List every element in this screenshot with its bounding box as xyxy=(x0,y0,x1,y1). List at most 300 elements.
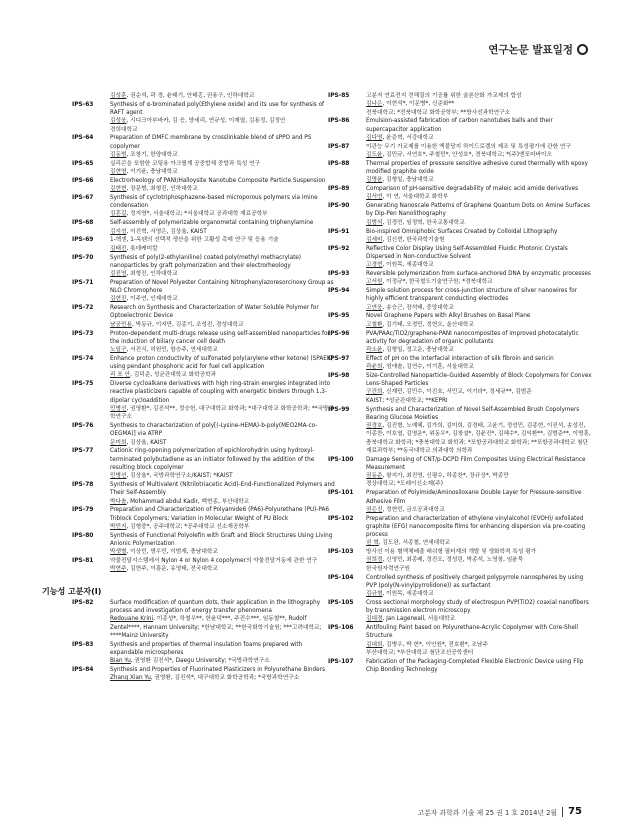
entry-title: 이관능 무기 가교제를 이용한 액불당지 하이드로겔의 제조 및 특성평가에 관한 연구 xyxy=(366,143,571,150)
entry-code: IPS-101 xyxy=(328,490,354,497)
entry-authors xyxy=(366,193,592,201)
header-title: 연구논문 발표일정 xyxy=(488,44,573,56)
entry-body xyxy=(110,481,336,506)
entry-coauthors: , 조창기, 한양대학교 xyxy=(126,151,178,158)
entry-title: Preparation and characterization of ethylene vinylalcohol (EVOH)/ exfoliated graphite (EFG) nanocomposite films for enhancing dispersion via pre-coating process xyxy=(366,515,586,539)
entry-authors xyxy=(110,346,336,354)
entry-title: 1-헥센, 1-옥텐의 선택적 생산을 위한 고활성 촉매 연구 및 응용 기술 xyxy=(110,237,279,244)
entry-lead-author: 김대경 xyxy=(366,616,383,623)
right-column xyxy=(328,92,592,675)
program-entry xyxy=(328,599,592,624)
entry-coauthors: , Mohammad abdul Kadir, 백현종, 부산대학교 xyxy=(126,498,250,505)
program-entry xyxy=(72,666,336,683)
entry-coauthors: , 윤준혁, 서강대학교 xyxy=(382,134,434,141)
ring-bullet-icon xyxy=(577,44,588,55)
entry-title: Synthesis of Functional Polyolefin with Graft and Block Structures Using Living Anionic Polymerization xyxy=(110,532,333,547)
entry-authors xyxy=(366,219,592,227)
entry-coauthors: , 권영환*, 김진석**, 정승헌, 대구대학교 화학과; *대구대학교 화학공학과; **국방과학연구소 xyxy=(110,405,334,421)
entry-title: Self-assembly of polymerizable organometal containing triphenylamine xyxy=(110,220,314,227)
program-entry xyxy=(72,177,336,194)
entry-affiliation: 전북대학교; *전북대학교 화학공학부; **방사선과학연구소 xyxy=(366,109,511,116)
entry-lead-author: 권동준 xyxy=(366,473,383,480)
entry-lead-author: Bian Yu xyxy=(110,658,131,665)
entry-lead-author: 고연웅 xyxy=(366,304,383,311)
left-column xyxy=(42,92,336,683)
entry-title: PVA/PAAc/TiO2/graphene-PANI nanocomposites of improved photocatalytic activity for degradation of organic pollutants xyxy=(366,330,579,345)
entry-title: Preparation and Characterization of Polyamide6 (PA6)-Polyurethane (PU)-PA6 Triblock Copolymers; Variation in Molecular Weight of PU Block xyxy=(110,507,330,522)
entry-coauthors: , 이주연, 인제대학교 xyxy=(126,296,178,303)
program-entry xyxy=(72,506,336,531)
entry-title: 실리콘을 포함한 코팅용 아크릴계 공중합체 중합과 특성 연구 xyxy=(110,160,261,167)
entry-title: Fabrication of the Packaging-Completed Flexible Electronic Device using Flip Chip Bonding Technology xyxy=(366,658,584,674)
entry-coauthors: , 김상율, KAIST xyxy=(126,439,167,446)
program-entry xyxy=(328,117,592,142)
entry-coauthors: , 정현민, 금오공과대학교 xyxy=(382,506,445,513)
entry-body xyxy=(366,355,592,372)
entry-authors xyxy=(366,176,592,184)
entry-authors xyxy=(366,422,592,455)
entry-lead-author: 김나은 xyxy=(366,101,383,108)
entry-lead-author: 박다솔 xyxy=(110,498,127,505)
entry-authors xyxy=(366,615,592,623)
footer-journal: 고분자 과학과 기술 제 25 권 1 호 2014년 2월 xyxy=(417,808,558,817)
program-entry xyxy=(328,330,592,355)
entry-coauthors: , 장문범, 최형진, 인하대학교 xyxy=(126,186,198,193)
entry-lead-author: 문미희 xyxy=(110,439,127,446)
entry-code: IPS-65 xyxy=(72,160,94,167)
entry-authors xyxy=(110,321,336,329)
entry-code xyxy=(72,92,110,100)
entry-title: Size-Controlled Nanoparticle-Guided Assembly of Block Copolymers for Convex Lens-Shaped Particles xyxy=(366,372,592,388)
entry-code: IPS-93 xyxy=(328,271,350,277)
entry-lead-author: 김현현 xyxy=(110,186,127,193)
entry-title: Bio-inspired Omniphobic Surfaces Created by Colloidal Lithography xyxy=(366,228,558,235)
entry-body xyxy=(110,557,336,574)
entry-authors xyxy=(366,539,592,547)
entry-coauthors: , 권순석, 곽 경, 윤태기, 안태홍, 권용구, 인하대학교 xyxy=(126,93,255,99)
entry-lead-author: 박민지 xyxy=(110,523,127,530)
page-header xyxy=(488,42,588,57)
entry-title: Research on Synthesis and Characterization of Water Soluble Polymer for Optoelectronic Device xyxy=(110,305,319,320)
entry-title: Reflective Color Display Using Self-Assembled Fluidic Photonic Crystals Dispersed in Non-conductive Solvent xyxy=(366,245,568,260)
entry-authors xyxy=(110,210,336,218)
entry-title: Enhance proton conductivity of sulfonated poly(arylene ether ketone) (SPAEK) using pendant phosphoric acid for fuel cell application xyxy=(110,355,333,371)
entry-code: IPS-94 xyxy=(328,288,350,295)
entry-coauthors: , 김덕준, 성균관대학교 화학공학과 xyxy=(130,372,217,379)
program-entry xyxy=(72,447,336,480)
entry-body xyxy=(110,422,336,447)
entry-body xyxy=(366,202,592,227)
entry-coauthors: , 김형일, 정고운, 충남대학교 xyxy=(382,347,454,354)
entry-title: Preparation of Novel Polyester Containing Nitrophenylazoresorcinoxy Group as NLO Chromophore xyxy=(110,279,334,295)
entry-lead-author: 김성웅 xyxy=(110,118,127,125)
entry-code: IPS-100 xyxy=(328,456,354,463)
entry-lead-author: 리 포 안 xyxy=(110,372,131,379)
entry-code: IPS-75 xyxy=(72,381,94,388)
program-entry xyxy=(328,160,592,185)
entry-code: IPS-69 xyxy=(72,237,94,244)
entry-body xyxy=(366,312,592,329)
entry-title: Generating Nanoscale Patterns of Graphene Quantum Dots on Amine Surfaces by Dip-Pen Nanolithography xyxy=(366,203,590,218)
entry-code: IPS-68 xyxy=(72,220,94,227)
entry-code: IPS-92 xyxy=(328,245,350,252)
entry-body xyxy=(110,380,336,421)
entry-lead-author: 구건희 xyxy=(366,389,383,396)
entry-lead-author: 박현주 xyxy=(110,566,127,573)
entry-coauthors: , 김기태, 오경민, 정현오, 울산대학교 xyxy=(382,321,474,328)
entry-coauthors: , 권영환, 김진석*, 대구대학교 화학공학과; *국방과학연구소 xyxy=(150,675,300,682)
program-entry xyxy=(328,624,592,657)
entry-affiliation: 한국원자력연구원 xyxy=(366,565,410,572)
entry-code: IPS-83 xyxy=(72,641,94,648)
entry-code: IPS-64 xyxy=(72,135,94,142)
entry-body xyxy=(366,92,592,117)
entry-coauthors: , 김신현, 한국과학기술원 xyxy=(382,236,445,243)
entry-coauthors: , 김상율*, 국방과학연구소/KAIST; *KAIST xyxy=(126,473,233,480)
entry-affiliation: 경상대학교; *도레이신소재(주) xyxy=(366,481,443,488)
program-entry xyxy=(72,481,336,506)
entry-body xyxy=(366,574,592,599)
program-entry xyxy=(72,422,336,447)
entry-coauthors: , 신영민, 최종배, 정진오, 정성린, 박종석, 노영창, 임윤묵 xyxy=(382,557,524,564)
program-entry xyxy=(72,236,336,253)
entry-coauthors: , 김민규, 서연호*, 주철민*, 안성호*, 경북대학교; *(주)엔포어바이오 xyxy=(382,151,552,158)
entry-code: IPS-81 xyxy=(72,558,94,565)
entry-authors xyxy=(110,151,336,159)
entry-title: Damage Sensing of CNT/p-DCPD Film Composites Using Electrical Resistance Measurement xyxy=(366,456,586,471)
entry-body xyxy=(366,372,592,405)
entry-lead-author: 김태진 xyxy=(110,245,127,252)
entry-title: Surface modification of quantum dots, their application in the lithography process and investigation of energy transfer phenomena xyxy=(110,599,321,615)
entry-title: Preparation of DMFC membrane by crosslinkable blend of sPPO and PS copolymer xyxy=(110,135,312,150)
entry-lead-author: 남궁민용 xyxy=(110,321,132,328)
entry-affiliation: KAIST; *성균관대학교; **KEPRI xyxy=(366,397,448,404)
entry-affiliation: 부산대학교; *부산대학교 첨단조선공학센터 xyxy=(366,649,474,656)
program-entry xyxy=(72,532,336,557)
entry-authors xyxy=(366,346,592,354)
entry-authors xyxy=(110,472,336,480)
entry-code: IPS-67 xyxy=(72,194,94,201)
entry-authors xyxy=(366,278,592,286)
entry-authors xyxy=(110,615,336,640)
entry-authors xyxy=(110,295,336,303)
entry-body xyxy=(110,236,336,253)
entry-code: IPS-74 xyxy=(72,355,94,362)
entry-code: IPS-86 xyxy=(328,118,350,125)
entry-lead-author: 박샛별 xyxy=(110,549,127,556)
entry-body xyxy=(366,287,592,312)
entry-coauthors: , 이기윤, 충남대학교 xyxy=(126,169,178,176)
entry-code: IPS-73 xyxy=(72,330,94,337)
entry-authors xyxy=(110,498,336,506)
entry-coauthors: , 이종성*, 하철우**, 한윤덕***, 주진수***, 임동철**, Rudolf Zentel****, Hannam University; *한남대학교; **한국화학기술원; ***고려대학교; ****Mainz University xyxy=(110,616,322,639)
entry-body xyxy=(110,101,336,134)
program-entry xyxy=(328,372,592,405)
entry-authors xyxy=(110,168,336,176)
entry-affiliation: 경희대학교 xyxy=(110,126,138,133)
entry-lead-author: 권 혁 xyxy=(366,540,379,547)
entry-authors xyxy=(110,270,336,278)
entry-coauthors: , 이원목, 세종대학교 xyxy=(382,262,434,269)
entry-code: IPS-102 xyxy=(328,515,354,522)
program-entry xyxy=(328,185,592,202)
entry-body xyxy=(366,228,592,245)
entry-coauthors: , Jan Lagerwall, 서울대학교 xyxy=(382,616,456,623)
entry-title: Emulsion-assisted fabrication of carbon nanotubes balls and their supercapacitor application xyxy=(366,118,553,133)
program-entry xyxy=(72,254,336,279)
entry-body xyxy=(366,160,592,185)
entry-lead-author: 김혼길 xyxy=(110,211,127,218)
entry-coauthors: , 김진형, 노예혜, 김가희, 김미희, 김경태, 고윤기, 정성민, 김종현, 이진석, 송성진, 이종찬, 이호열, 김영운*, 위동우*, 김창설*, 김윤진*, 김혜수*, 김익환**, 김범준**, 이명훈, 충북대학교 화학과; *충북대학교 화학과; *포항공과대학교 화학과; **포항공과대학교 첨단재료과학부; **동국대학교 의과대학 의학과 xyxy=(366,423,591,454)
program-entry xyxy=(72,599,336,640)
entry-lead-author: 김명윤 xyxy=(366,177,383,184)
entry-coauthors: , 김도완, 서종철, 연세대학교 xyxy=(378,540,451,547)
entry-code: IPS-103 xyxy=(328,549,354,556)
entry-lead-author: 민병선 xyxy=(110,405,127,412)
entry-authors xyxy=(366,321,592,329)
entry-coauthors: , 서진식, 허원민, 함승주, 연세대학교 xyxy=(126,347,218,354)
program-entry xyxy=(328,92,592,117)
entry-coauthors: , 정지영*, 서울대학교; *서울대학교 공과대학 재료공학부 xyxy=(126,211,268,218)
entry-title: Antifouling Paint based on Polyurethane-Acrylic Copolymer with Core-Shell Structure xyxy=(366,625,578,640)
entry-coauthors: , 신재민, 김민수, 이진호, 서민교, 이기라*, 정세규**, 김범준 xyxy=(382,389,532,396)
entry-coauthors: , 김병우, 박 현*, 이인원*, 전호환*, 조남주 xyxy=(382,641,488,648)
entry-code: IPS-87 xyxy=(328,143,350,150)
entry-lead-author: 김대희 xyxy=(366,641,383,648)
entry-title: Effect of pH on the interfacial interaction of silk fibroin and sericin xyxy=(366,355,554,362)
entry-title: Synthesis and Properties of Fluorinated Plasticizers in Polyurethane Binders xyxy=(110,666,325,673)
entry-coauthors: , 이정규*, 한국철도기술연구원; *경북대학교 xyxy=(382,279,493,286)
entry-authors xyxy=(366,363,592,371)
entry-title: Diverse cycloalkane derivatives with high ring-strain energies integrated into reactive plasticizers capable of coupling with energetic binders through 1,3-dipolar cycloaddition xyxy=(110,381,331,404)
entry-body xyxy=(366,624,592,657)
entry-title: 약물전달시스템에서 Nylon 4 or Nylon 4 copolymer의 약물전달거동에 관한 연구 xyxy=(110,558,318,565)
entry-title: Electrorheology of PANI/Halloysite Nanotube Composite Particle Suspension xyxy=(110,177,326,184)
entry-lead-author: 김현영 xyxy=(110,169,127,176)
entry-lead-author: 김서연 xyxy=(366,194,383,201)
entry-code: IPS-66 xyxy=(72,177,94,184)
entry-code: IPS-97 xyxy=(328,355,350,362)
entry-body xyxy=(110,279,336,304)
entry-code: IPS-77 xyxy=(72,448,94,455)
entry-body xyxy=(366,185,592,202)
entry-lead-author: 권경호 xyxy=(366,423,383,430)
entry-body xyxy=(110,92,336,100)
entry-title: Comparison of pH-sensitive degradability of maleic acid amide derivatives xyxy=(366,186,579,193)
entry-coauthors: , 이상민, 명우민, 이범재, 충남대학교 xyxy=(126,549,218,556)
entry-title: Controlled synthesis of positively charged polypyrrole nanospheres by using PVP (poly(N-vinylpyrrolidone)) as surfactant xyxy=(366,574,584,589)
entry-body xyxy=(366,143,592,160)
entry-lead-author: Redouane Krini xyxy=(110,616,154,623)
entry-coauthors: , 이진혁, 서영은, 김상율, KAIST xyxy=(126,228,207,235)
program-entry xyxy=(328,456,592,489)
entry-title: Synthesis of α-brominated poly(Ethylene oxide) and its use for synthesis of RAFT agent xyxy=(110,101,325,117)
entry-code: IPS-88 xyxy=(328,160,350,167)
entry-coauthors: , 박동규, 이지만, 김종기, 조성진, 경성대학교 xyxy=(131,321,244,328)
entry-authors xyxy=(110,185,336,193)
entry-code: IPS-63 xyxy=(72,101,94,108)
entry-code: IPS-82 xyxy=(72,599,94,606)
entry-lead-author: 김성훈 xyxy=(110,93,127,99)
entry-authors xyxy=(366,151,592,159)
entry-coauthors: , 송승근, 장석태, 중앙대학교 xyxy=(382,304,454,311)
entry-authors xyxy=(110,405,336,422)
entry-code: IPS-106 xyxy=(328,625,354,632)
program-entry xyxy=(328,270,592,287)
entry-lead-author: 고경현 xyxy=(366,262,383,269)
entry-code: IPS-89 xyxy=(328,186,350,193)
entry-title: Thermal properties of pressure sensitive adhesive cured thermally with epoxy modified graphite oxide xyxy=(366,160,589,176)
left-section-entries xyxy=(72,599,336,683)
program-entry xyxy=(328,143,592,160)
entry-title: Simple solution process for cross-junction structure of silver nanowires for highly efficient transparent conducting electrodes xyxy=(366,288,578,303)
program-entry xyxy=(328,355,592,372)
entry-body xyxy=(110,177,336,194)
entry-code: IPS-70 xyxy=(72,254,94,261)
entry-body xyxy=(366,330,592,355)
entry-body xyxy=(366,456,592,489)
program-entry xyxy=(72,557,336,574)
entry-body xyxy=(110,355,336,380)
program-entry xyxy=(72,304,336,329)
entry-title: Synthesis to characterization of poly[(-Lysine-HEMA)-b-poly(MEO2MA-co-OEGMA)] via ATRP xyxy=(110,423,318,438)
entry-title: Preparation of Polyimide/Aminosiloxane Double Layer for Pressure-sensitive Adhesive Film xyxy=(366,490,582,505)
program-entry xyxy=(72,330,336,355)
entry-body xyxy=(110,330,336,355)
entry-title: Synthesis of cyclotriphosphazene-based microporous polymers via imine condensation xyxy=(110,194,318,210)
entry-lead-author: 곽윤희 xyxy=(366,364,383,371)
entry-code: IPS-72 xyxy=(72,305,94,312)
entry-authors xyxy=(110,439,336,447)
entry-lead-author: 노일구 xyxy=(110,347,127,354)
entry-authors xyxy=(366,641,592,649)
program-entry xyxy=(72,134,336,159)
entry-body xyxy=(110,219,336,236)
program-entry xyxy=(72,355,336,380)
entry-lead-author: 김진영 xyxy=(110,271,127,277)
entry-lead-author: 김규형 xyxy=(366,591,383,598)
entry-title: Cationic ring-opening polymerization of epichlorohydrin using hydroxyl-terminated polybutadiene as an initiator followed by the addition of the resulting block copolymer xyxy=(110,448,315,471)
page-number: 75 xyxy=(568,806,582,817)
entry-authors xyxy=(366,556,592,564)
entry-authors xyxy=(110,92,336,100)
program-entry xyxy=(328,489,592,514)
program-entry xyxy=(328,287,592,312)
entry-code: IPS-99 xyxy=(328,406,350,413)
entry-code: IPS-107 xyxy=(328,658,354,665)
program-entry xyxy=(72,279,336,304)
entry-coauthors: , 이현석*, 이문병*, 신준화** xyxy=(382,101,455,108)
entry-body xyxy=(366,515,592,548)
program-entry xyxy=(328,245,592,270)
entry-lead-author: 곽소윤 xyxy=(366,347,383,354)
entry-authors xyxy=(110,228,336,236)
entry-title: 고분자 연료전지 전해질의 기공률 위한 술폰산화 가교제의 합성 xyxy=(366,93,522,99)
entry-authors xyxy=(366,472,592,480)
entry-body xyxy=(366,117,592,142)
entry-body xyxy=(110,304,336,329)
entry-title: Synthesis and properties of thermal insulation foams prepared with expandable microspheres xyxy=(110,641,303,656)
program-entry xyxy=(328,312,592,329)
entry-code: IPS-104 xyxy=(328,574,354,581)
entry-coauthors: , 김형일, 충남대학교 xyxy=(382,177,434,184)
program-entry xyxy=(328,658,592,675)
entry-code: IPS-78 xyxy=(72,482,94,488)
entry-lead-author: 김범석 xyxy=(366,219,383,226)
footer-divider xyxy=(562,807,563,817)
section-title: 기능성 고분자(I) xyxy=(42,586,102,596)
entry-authors xyxy=(366,261,592,269)
entry-authors xyxy=(110,674,336,682)
entry-title: Cross sectional morphology study of electrospun PVP(TiO2) coaxial nanofibers by transmission electron microscopy xyxy=(366,599,589,615)
entry-lead-author: 김동범 xyxy=(110,151,127,158)
entry-authors xyxy=(366,506,592,514)
entry-title: Reversible polymerization from surface-anchored DNA by enzymatic processes xyxy=(366,271,591,277)
entry-lead-author: 김현진 xyxy=(110,296,127,303)
program-entry xyxy=(328,228,592,245)
entry-title: Synthesis of Multivalent (Nitrilotriacetic Acid)-End-Functionalized Polymers and Their Self-Assembly xyxy=(110,482,335,497)
entry-lead-author: 김다영 xyxy=(366,134,383,141)
program-entry xyxy=(328,202,592,227)
entry-code: IPS-105 xyxy=(328,599,354,606)
entry-body xyxy=(110,194,336,219)
entry-coauthors: , 권영환 김진석*, Daegu University; *국방과학연구소 xyxy=(130,658,270,665)
entry-lead-author: 김지성 xyxy=(110,228,127,235)
entry-authors xyxy=(366,388,592,396)
entry-title: Novel Graphene Papers with Alkyl Brushes on Basal Plane xyxy=(366,313,531,320)
entry-title: 방사선 이용 혈액체배출 래쉬형 필터재의 개발 및 생화학적 특성 평가 xyxy=(366,549,537,556)
program-entry xyxy=(72,219,336,236)
entry-code: IPS-71 xyxy=(72,279,94,286)
entry-coauthors: , 김형중*, 공주대학교; *공주대학교 신소재공학부 xyxy=(126,523,250,530)
entry-authors xyxy=(110,657,336,665)
entry-body xyxy=(110,506,336,531)
entry-body xyxy=(110,134,336,159)
entry-body xyxy=(110,666,336,683)
left-entries xyxy=(72,92,336,574)
program-entry xyxy=(328,406,592,456)
entry-code: IPS-98 xyxy=(328,372,350,379)
entry-body xyxy=(366,406,592,456)
entry-authors xyxy=(110,565,336,573)
entry-code: IPS-90 xyxy=(328,203,350,210)
entry-code: IPS-79 xyxy=(72,507,94,514)
entry-code: IPS-95 xyxy=(328,313,350,320)
entry-code: IPS-96 xyxy=(328,330,350,337)
entry-title: Synthesis of poly(2-ethylaniline) coated poly(methyl methacrylate) nanoparticles by graft polymerization and their electrorheology xyxy=(110,254,302,269)
entry-lead-author: Zhang Xian Yu xyxy=(110,675,151,682)
entry-coauthors: , 최형진, 인하대학교 xyxy=(126,271,178,277)
entry-authors xyxy=(366,304,592,312)
entry-lead-author: 고서원 xyxy=(366,279,383,286)
entry-lead-author: 민병선 xyxy=(110,473,127,480)
program-entry xyxy=(328,548,592,573)
entry-title: Synthesis and Characterization of Novel Self-Assembled Brush Copolymers Bearing Glucose Moieties xyxy=(366,406,580,421)
entry-authors xyxy=(366,134,592,142)
program-entry xyxy=(72,194,336,219)
entry-coauthors: , 시디크아부바카, 김 응, 양세리, 연규성, 이재열, 김용정, 김정안 xyxy=(126,118,286,125)
entry-lead-author: 고철환 xyxy=(366,321,383,328)
entry-coauthors: , 김경민, 임정혁, 한국교통대학교 xyxy=(382,219,465,226)
entry-body xyxy=(110,254,336,279)
entry-authors xyxy=(366,590,592,598)
entry-code: IPS-76 xyxy=(72,423,94,430)
entry-coauthors: , 롯데케미칼 xyxy=(126,245,158,252)
program-entry xyxy=(72,641,336,666)
entry-authors xyxy=(110,117,336,125)
entry-body xyxy=(366,270,592,287)
entry-lead-author: 김도윤 xyxy=(366,151,383,158)
